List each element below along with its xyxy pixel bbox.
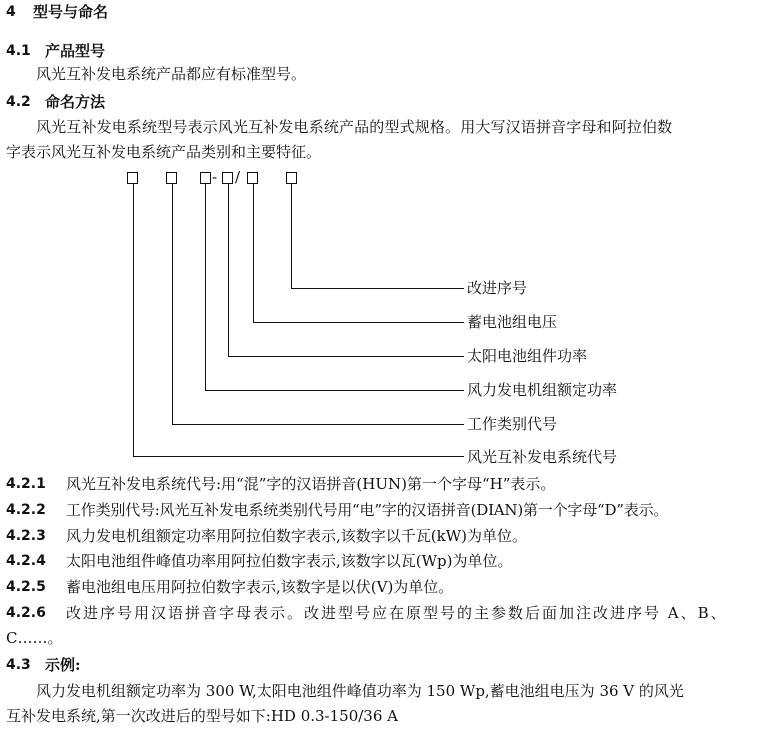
section-4-1-text: 风光互补发电系统产品都应有标准型号。 [36,65,307,83]
connector-system-code-horizontal [133,456,464,457]
section-4-2-text-line2: 字表示风光互补发电系统产品类别和主要特征。 [6,143,322,161]
item-4-2-3-number: 4.2.3 [6,528,46,544]
section-4-2-title: 命名方法 [45,93,106,111]
item-4-2-5-number: 4.2.5 [6,579,46,595]
item-4-2-6-text-line2: C……。 [6,629,63,647]
item-4-2-5-text: 蓄电池组电压用阿拉伯数字表示,该数字是以伏(V)为单位。 [66,578,454,596]
label-battery-voltage: 蓄电池组电压 [467,313,558,331]
placeholder-box-category-code [166,172,177,184]
connector-system-code-vertical [133,184,134,456]
label-revision-number: 改进序号 [467,279,528,297]
item-4-2-2-text: 工作类别代号:风光互补发电系统类别代号用“电”字的汉语拼音(DIAN)第一个字母“D”表示。 [66,501,669,519]
item-4-2-3-text: 风力发电机组额定功率用阿拉伯数字表示,该数字以千瓦(kW)为单位。 [66,527,527,545]
section-4-number: 4 [6,4,16,20]
label-system-code: 风光互补发电系统代号 [467,448,618,466]
placeholder-box-solar-power [222,172,233,184]
section-4-2-text-line1: 风光互补发电系统型号表示风光互补发电系统产品的型式规格。用大写汉语拼音字母和阿拉伯数 [36,118,673,136]
label-wind-turbine-rated-power: 风力发电机组额定功率 [467,381,618,399]
placeholder-box-system-code [127,172,138,184]
item-4-2-4-text: 太阳电池组件峰值功率用阿拉伯数字表示,该数字以瓦(Wp)为单位。 [66,552,513,570]
placeholder-box-battery-voltage [247,172,258,184]
section-4-3-text-line1: 风力发电机组额定功率为 300 W,太阳电池组件峰值功率为 150 Wp,蓄电池组电压为 36 V 的风光 [36,682,684,700]
section-4-title: 型号与命名 [33,3,109,21]
section-4-3-title: 示例: [45,656,81,674]
diagram-slash: / [235,168,241,186]
item-4-2-2-number: 4.2.2 [6,502,46,518]
label-solar-module-power: 太阳电池组件功率 [467,347,588,365]
connector-category-code-vertical [172,184,173,424]
diagram-dash: - [212,168,218,186]
placeholder-box-wind-power [200,172,211,184]
connector-category-code-horizontal [172,424,464,425]
section-4-3-text-line2: 互补发电系统,第一次改进后的型号如下:HD 0.3-150/36 A [6,707,398,725]
section-4-2-number: 4.2 [6,94,31,110]
connector-wind-power-horizontal [205,390,464,391]
section-4-1-title: 产品型号 [45,42,106,60]
section-4-1-number: 4.1 [6,43,31,59]
item-4-2-6-text: 改进序号用汉语拼音字母表示。改进型号应在原型号的主参数后面加注改进序号 A、B、 [66,604,728,622]
item-4-2-1-number: 4.2.1 [6,476,46,492]
connector-solar-power-vertical [228,184,229,356]
placeholder-box-revision [286,172,297,184]
connector-wind-power-vertical [205,184,206,390]
connector-solar-power-horizontal [228,356,464,357]
item-4-2-6-number: 4.2.6 [6,605,46,621]
label-work-category-code: 工作类别代号 [467,415,558,433]
connector-battery-voltage-vertical [253,184,254,322]
item-4-2-1-text: 风光互补发电系统代号:用“混”字的汉语拼音(HUN)第一个字母“H”表示。 [66,475,556,493]
item-4-2-4-number: 4.2.4 [6,553,46,569]
section-4-3-number: 4.3 [6,657,31,673]
connector-battery-voltage-horizontal [253,322,464,323]
connector-revision-horizontal [291,288,464,289]
connector-revision-vertical [291,184,292,288]
